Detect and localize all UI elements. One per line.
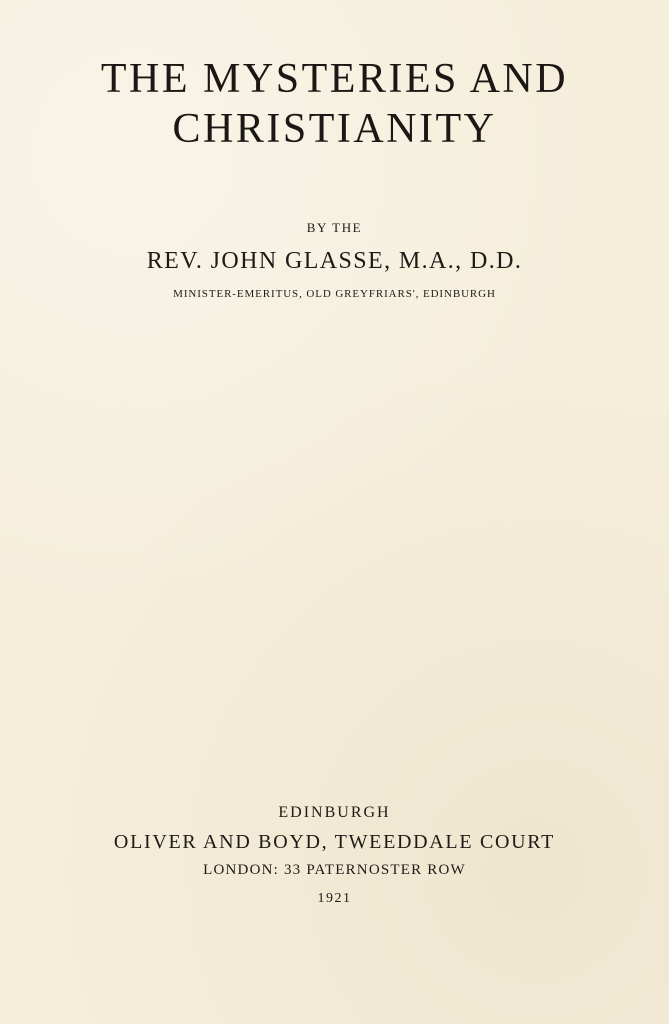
publication-year: 1921 (317, 891, 352, 906)
book-title-line-2: CHRISTIANITY (172, 106, 497, 152)
by-line: BY THE (306, 220, 363, 235)
london-address: LONDON: 33 PATERNOSTER ROW (203, 862, 466, 878)
book-title-line-1: THE MYSTERIES AND (100, 56, 569, 102)
author-name: REV. JOHN GLASSE, M.A., D.D. (146, 248, 523, 274)
publisher-name: OLIVER AND BOYD, TWEEDDALE COURT (113, 831, 556, 853)
publication-city: EDINBURGH (278, 804, 391, 821)
author-subtitle: MINISTER-EMERITUS, OLD GREYFRIARS', EDINBURGH (173, 288, 496, 300)
